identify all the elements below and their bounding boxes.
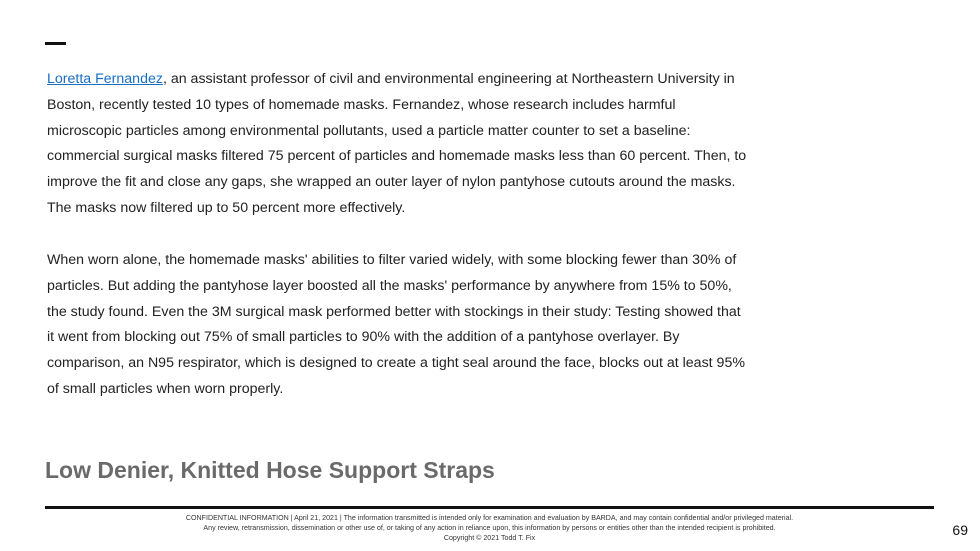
paragraph-1-text: , an assistant professor of civil and environmental engineering at Northeastern University in Boston, recently tested 10 types of homemade masks. Fernandez, whose research includes harmful microscopic particles among environmental pollutants, used a particle matter counter to set a baseline: commercial surgical masks filtered 75 percent of particles and homemade masks less than 60 percent. Then, to improve the fit and close any gaps, she wrapped an outer layer of nylon pantyhose cutouts around the masks. The masks now filtered up to 50 percent more effectively. [47,71,747,216]
accent-dash [45,42,66,45]
section-heading: Low Denier, Knitted Hose Support Straps [45,457,495,483]
paragraph-2: When worn alone, the homemade masks' abilities to filter varied widely, with some blocking fewer than 30% of particles. But adding the pantyhose layer boosted all the masks' performance by anywhere from 15% to 50%, the study found. Even the 3M surgical mask performed better with stockings in their study: Testing showed that it went from blocking out 75% of small particles to 90% with the addition of a pantyhose overlayer. By comparison, an N95 respirator, which is designed to create a tight seal around the face, blocks out at least 95% of small particles when worn properly. [47,252,745,397]
page-number: 69 [952,522,968,538]
footer-copyright-line: Copyright © 2021 Todd T. Fix [443,534,536,543]
paragraph-1 [47,67,747,222]
footer [45,513,934,544]
author-link[interactable]: Loretta Fernandez [47,71,163,87]
footer-disclaimer-line: Any review, retransmission, dissemination or other use of, or taking of any action in reliance upon, this information by persons or entities other than the intended recipient is prohibited. [203,524,776,533]
footer-confidential-line: CONFIDENTIAL INFORMATION | April 21, 2021 | The information transmitted is intended only for examination and evaluation by BARDA, and may contain confidential and/or privileged material. [185,514,794,522]
footer-divider [45,506,934,509]
